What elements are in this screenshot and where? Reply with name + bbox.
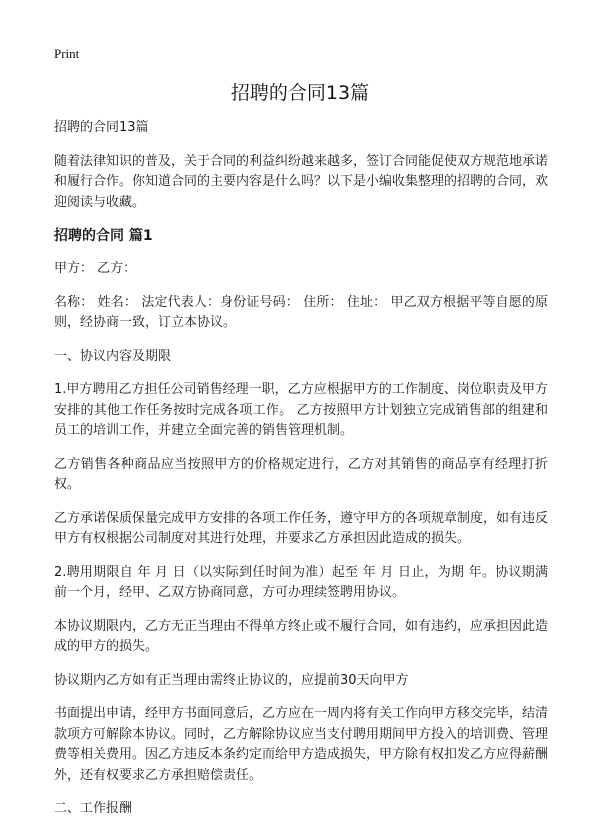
clause-paragraph: 2.聘用期限自 年 月 日（以实际到任时间为准）起至 年 月 日止，为期 年。协议期满前一个月，经甲、乙双方协商同意，方可办理续签聘用协议。 [54,564,548,600]
clause-paragraph: 1.甲方聘用乙方担任公司销售经理一职，乙方应根据甲方的工作制度、岗位职责及甲方安排的其他工作任务按时完成各项工作。 乙方按照甲方计划独立完成销售部的组建和员工的培训工作，并建立全面完善的销售管理机制。 [54,382,548,438]
clause-paragraph: 乙方销售各种商品应当按照甲方的价格规定进行，乙方对其销售的商品享有经理打折权。 [54,456,548,492]
clause-paragraph: 协议期内乙方如有正当理由需终止协议的，应提前30天向甲方 [54,672,409,688]
intro-paragraph: 随着法律知识的普及，关于合同的利益纠纷越来越多，签订合同能促使双方规范地承诺和履行合作。你知道合同的主要内容是什么吗？以下是小编收集整理的招聘的合同，欢迎阅读与收藏。 [54,153,549,210]
clause-paragraph: 乙方承诺保质保量完成甲方安排的各项工作任务，遵守甲方的各项规章制度，如有违反甲方有权根据公司制度对其进行处理，并要求乙方承担因此造成的损失。 [54,510,549,546]
document-body [54,118,548,833]
document-subtitle: 招聘的合同13篇 [54,120,149,135]
section-heading: 招聘的合同 篇1 [54,228,153,244]
party-line: 甲方： 乙方： [54,261,137,276]
print-link[interactable]: Print [54,46,80,61]
clause-heading-2: 二、工作报酬 [54,801,133,816]
clause-paragraph: 本协议期限内，乙方无正当理由不得单方终止或不履行合同，如有违约，应承担因此造成的甲方的损失。 [54,618,549,654]
party-details-paragraph: 名称： 姓名： 法定代表人：身份证号码： 住所： 住址： 甲乙双方根据平等自愿的原则，经协商一致，订立本协议。 [54,294,548,330]
clause-paragraph: 书面提出申请，经甲方书面同意后，乙方应在一周内将有关工作向甲方移交完毕，结清款项方可解除本协议。同时，乙方解除协议应当支付聘用期间甲方投入的培训费、管理费等相关费用。因乙方违反本条约定而给甲方造成损失，甲方除有权扣发乙方应得薪酬外，还有权要求乙方承担赔偿责任。 [54,706,549,783]
clause-heading-1: 一、协议内容及期限 [54,348,172,364]
document-title: 招聘的合同13篇 [230,82,370,104]
